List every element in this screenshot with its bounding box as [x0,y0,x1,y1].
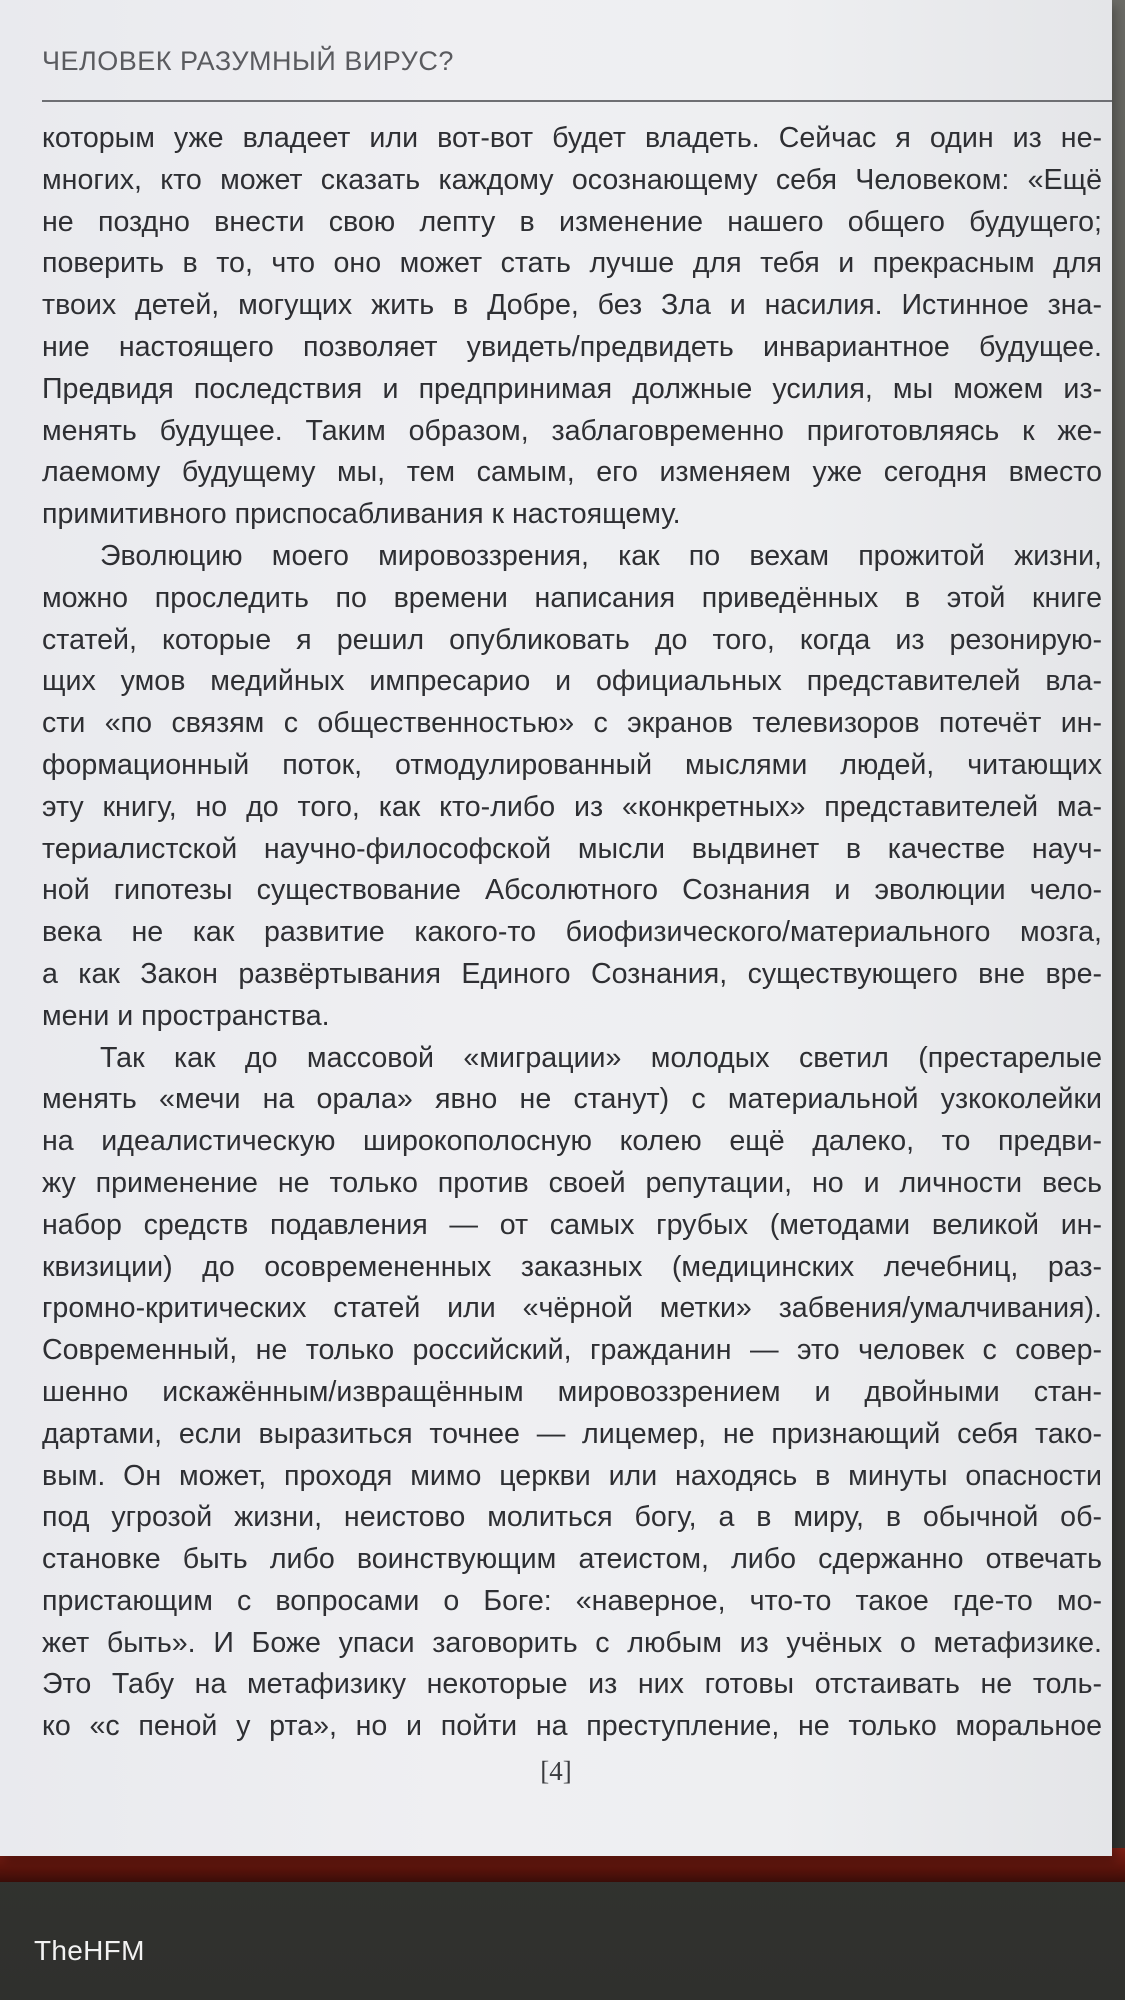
text-line: века не как развитие какого-то биофизического/материального мозга, [42,916,1102,949]
text-line: можно проследить по времени написания приведённых в этой книге [42,581,1102,614]
text-line: ной гипотезы существование Абсолютного Сознания и эволюции чело- [42,874,1102,907]
text-line: жу применение не только против своей репутации, но и личности весь [42,1166,1102,1199]
body-text [42,118,1102,1748]
text-line: статей, которые я решил опубликовать до того, когда из резонирую- [42,623,1102,656]
text-line: не поздно внести свою лепту в изменение нашего общего будущего; [42,205,1102,238]
page-number: [4] [540,1756,572,1786]
text-line: пристающим с вопросами о Боге: «наверное, что-то такое где-то мо- [42,1584,1102,1617]
text-line: дартами, если выразиться точнее — лицемер, не признающий себя тако- [42,1417,1102,1450]
text-line: Так как до массовой «миграции» молодых светил (престарелые [100,1041,1102,1074]
header-rule [42,100,1112,102]
text-line: поверить в то, что оно может стать лучше для тебя и прекрасным для [42,247,1102,280]
text-line: многих, кто может сказать каждому осознающему себя Человеком: «Ещё [42,163,1102,196]
text-line: Эволюцию моего мировоззрения, как по вехам прожитой жизни, [100,539,1102,572]
text-line: Предвидя последствия и предпринимая должные усилия, мы можем из- [42,372,1102,405]
text-line: становке быть либо воинствующим атеистом, либо сдержанно отвечать [42,1543,1102,1576]
text-line: твоих детей, могущих жить в Добре, без Зла и насилия. Истинное зна- [42,289,1102,322]
text-line: набор средств подавления — от самых грубых (методами великой ин- [42,1208,1102,1241]
text-line: Современный, не только российский, гражданин — это человек с совер- [42,1334,1102,1367]
text-line: сти «по связям с общественностью» с экранов телевизоров потечёт ин- [42,707,1102,740]
text-line: примитивного приспосабливания к настоящему. [42,498,681,531]
text-line: мени и пространства. [42,999,330,1032]
text-line: ко «с пеной у рта», но и пойти на преступление, не только моральное [42,1710,1102,1743]
text-line: громно-критических статей или «чёрной метки» забвения/умалчивания). [42,1292,1102,1325]
text-line: эту книгу, но до того, как кто-либо из «конкретных» представителей ма- [42,790,1102,823]
text-line: Это Табу на метафизику некоторые из них готовы отстаивать не толь- [42,1668,1102,1701]
text-line: жет быть». И Боже упаси заговорить с любым из учёных о метафизике. [42,1626,1102,1659]
text-line: ние настоящего позволяет увидеть/предвидеть инвариантное будущее. [42,330,1102,363]
text-line: териалистской научно-философской мысли выдвинет в качестве науч- [42,832,1102,865]
text-line: щих умов медийных импресарио и официальных представителей вла- [42,665,1102,698]
text-line: формационный поток, отмодулированный мыслями людей, читающих [42,748,1102,781]
watermark: TheHFM [34,1935,145,1966]
running-head: ЧЕЛОВЕК РАЗУМНЫЙ ВИРУС? [42,46,454,76]
text-line: шенно искажённым/извращённым мировоззрением и двойными стан- [42,1375,1102,1408]
text-line: менять будущее. Таким образом, заблаговременно приготовляясь к же- [42,414,1102,447]
text-line: менять «мечи на орала» явно не станут) с материальной узкоколейки [42,1083,1102,1116]
text-line: под угрозой жизни, неистово молиться богу, а в миру, в обычной об- [42,1501,1102,1534]
text-line: а как Закон развёртывания Единого Сознания, существующего вне вре- [42,957,1102,990]
text-line: на идеалистическую широкополосную колею ещё далеко, то предви- [42,1125,1102,1158]
text-line: лаемому будущему мы, тем самым, его изменяем уже сегодня вместо [42,456,1102,489]
text-line: вым. Он может, проходя мимо церкви или находясь в минуты опасности [42,1459,1102,1492]
text-line: которым уже владеет или вот-вот будет владеть. Сейчас я один из не- [42,122,1102,154]
text-line: квизиции) до осовремененных заказных (медицинских лечебниц, раз- [42,1250,1102,1283]
